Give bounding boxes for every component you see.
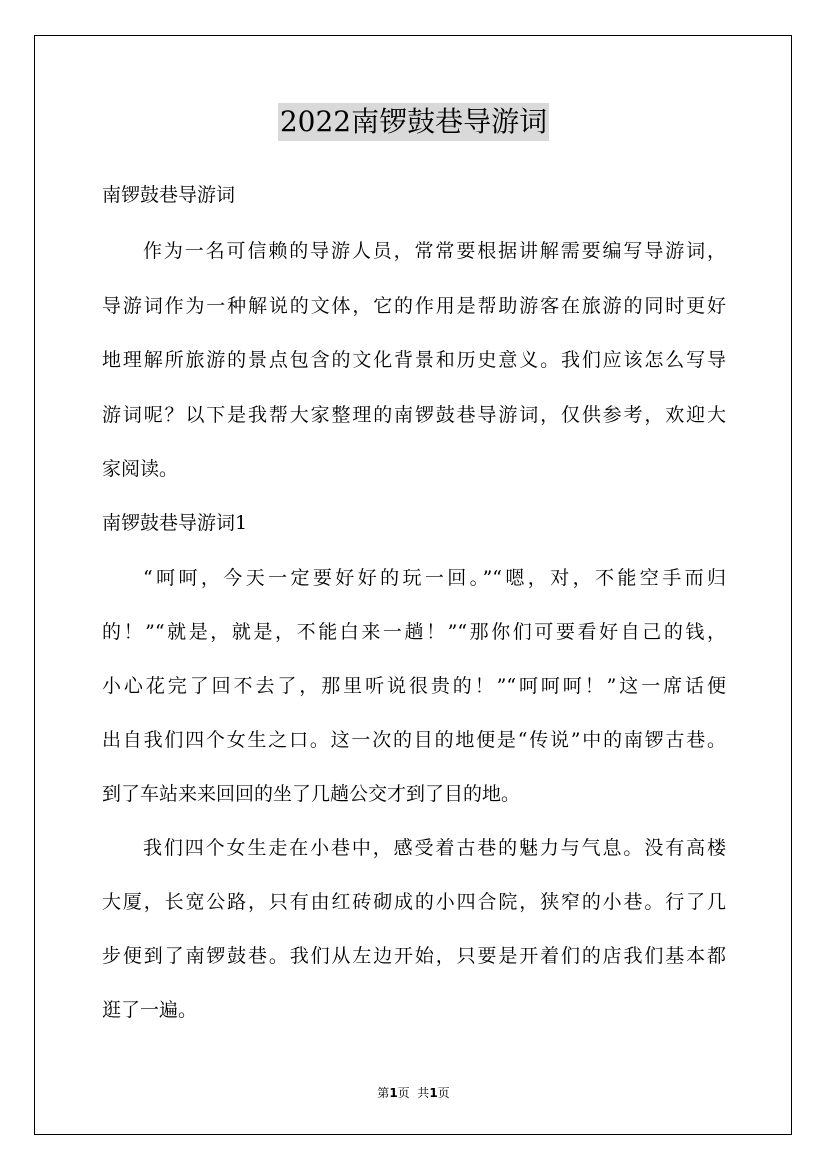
intro-line-5: 家阅读。 [102,458,179,480]
para1-line-1: “呵呵，今天一定要好好的玩一回。”“嗯，对，不能空手而归 [143,567,726,589]
page-footer [0,1084,827,1101]
intro-line-2: 导游词作为一种解说的文体，它的作用是帮助游客在旅游的同时更好 [102,295,726,317]
footer-middle: 页 共 [397,1086,430,1100]
para2-line-4: 逛了一遍。 [102,999,198,1021]
para2-line-3: 步便到了南锣鼓巷。我们从左边开始，只要是开着们的店我们基本都 [102,945,726,967]
title-container [0,103,827,141]
footer-prefix: 第 [377,1086,390,1100]
para1-line-2: 的！”“就是，就是，不能白来一趟！”“那你们可要看好自己的钱， [102,621,726,643]
footer-suffix: 页 [437,1086,450,1100]
para1-line-5: 到了车站来来回回的坐了几趟公交才到了目的地。 [102,783,521,805]
section-heading: 南锣鼓巷导游词 [102,184,236,206]
intro-line-4: 游词呢？以下是我帮大家整理的南锣鼓巷导游词，仅供参考，欢迎大 [102,404,726,426]
para2-line-2: 大厦，长宽公路，只有由红砖砌成的小四合院，狭窄的小巷。行了几 [102,891,726,913]
page-number: 1 [389,1086,398,1100]
document-title: 2022南锣鼓巷导游词 [278,103,549,141]
intro-line-3: 地理解所旅游的景点包含的文化背景和历史意义。我们应该怎么写导 [102,349,726,371]
para1-line-3: 小心花完了回不去了，那里听说很贵的！”“呵呵呵！”这一席话便 [102,675,726,697]
para1-line-4: 出自我们四个女生之口。这一次的目的地便是“传说”中的南锣古巷。 [102,729,726,751]
section-heading-1: 南锣鼓巷导游词1 [102,512,248,534]
total-pages: 1 [429,1086,438,1100]
intro-line-1: 作为一名可信赖的导游人员，常常要根据讲解需要编写导游词， [143,240,726,262]
para2-line-1: 我们四个女生走在小巷中，感受着古巷的魅力与气息。没有高楼 [143,837,726,859]
